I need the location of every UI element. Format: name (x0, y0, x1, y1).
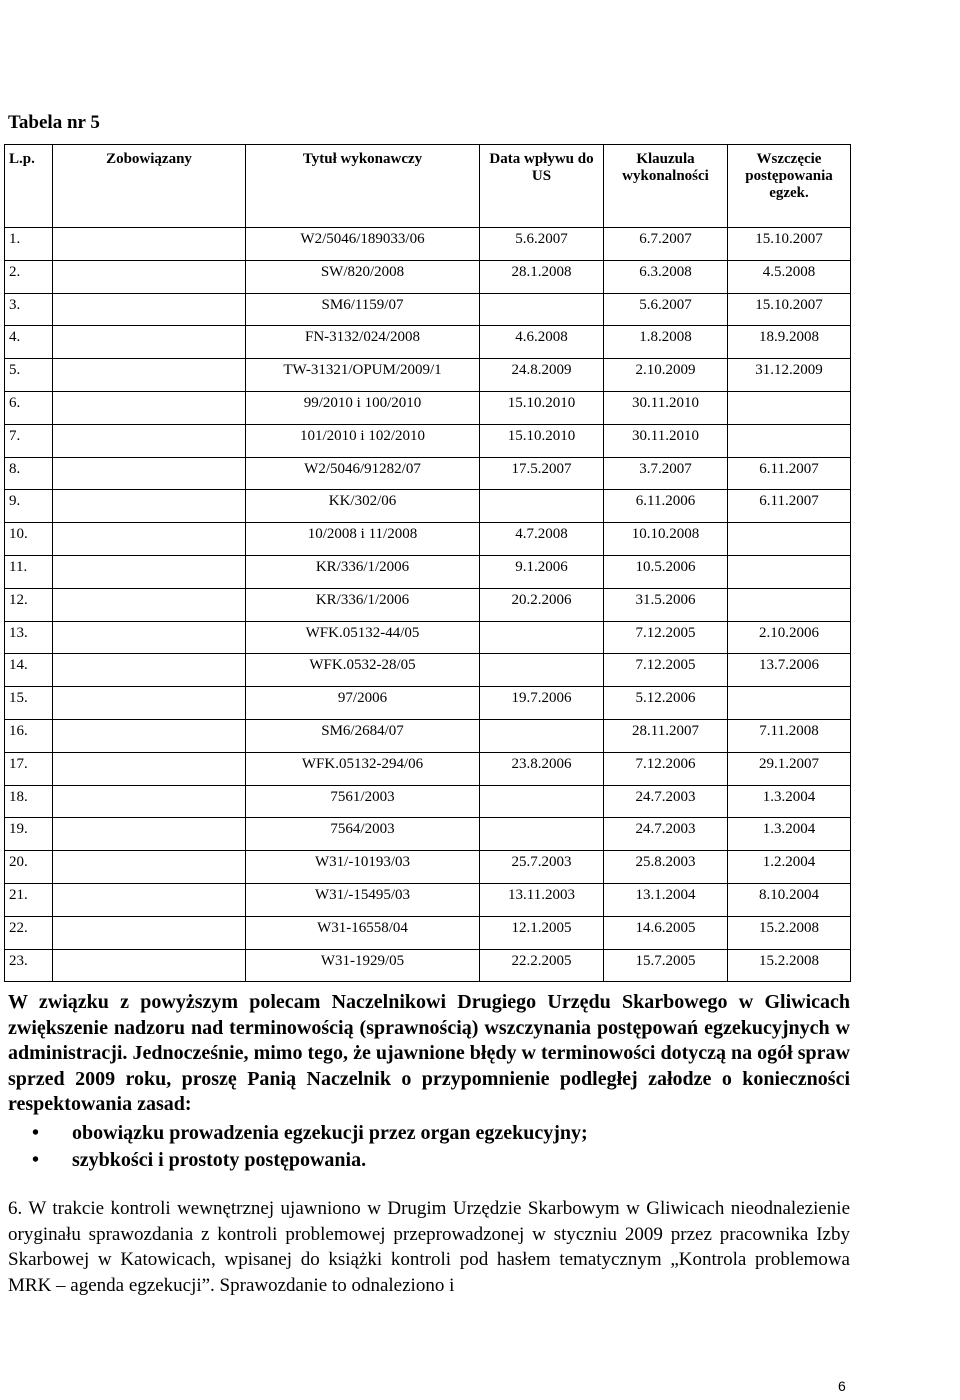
cell-data-wplywu (480, 818, 604, 851)
cell-lp: 20. (5, 851, 53, 884)
cell-data-wplywu: 12.1.2005 (480, 916, 604, 949)
cell-wszczecie: 7.11.2008 (728, 719, 851, 752)
cell-zobowiazany (53, 359, 246, 392)
cell-lp: 18. (5, 785, 53, 818)
header-zobowiazany: Zobowiązany (53, 145, 246, 228)
cell-lp: 21. (5, 883, 53, 916)
cell-zobowiazany (53, 949, 246, 982)
cell-data-wplywu: 15.10.2010 (480, 391, 604, 424)
cell-data-wplywu (480, 621, 604, 654)
cell-tytul: KK/302/06 (246, 490, 480, 523)
cell-lp: 5. (5, 359, 53, 392)
table-row (5, 490, 851, 523)
cell-wszczecie: 1.2.2004 (728, 851, 851, 884)
cell-tytul: SM6/2684/07 (246, 719, 480, 752)
cell-zobowiazany (53, 391, 246, 424)
table-row (5, 949, 851, 982)
cell-zobowiazany (53, 523, 246, 556)
cell-tytul: W31/-10193/03 (246, 851, 480, 884)
cell-wszczecie: 15.10.2007 (728, 228, 851, 261)
cell-wszczecie: 2.10.2006 (728, 621, 851, 654)
cell-lp: 9. (5, 490, 53, 523)
cell-zobowiazany (53, 916, 246, 949)
cell-wszczecie (728, 391, 851, 424)
cell-tytul: 7561/2003 (246, 785, 480, 818)
header-lp: L.p. (5, 145, 53, 228)
cell-wszczecie: 15.2.2008 (728, 949, 851, 982)
cell-klauzula: 31.5.2006 (604, 588, 728, 621)
cell-klauzula: 2.10.2009 (604, 359, 728, 392)
cell-wszczecie: 4.5.2008 (728, 260, 851, 293)
cell-tytul: SW/820/2008 (246, 260, 480, 293)
cell-data-wplywu (480, 719, 604, 752)
cell-lp: 17. (5, 752, 53, 785)
table-row (5, 752, 851, 785)
cell-tytul: W2/5046/91282/07 (246, 457, 480, 490)
cell-wszczecie: 15.2.2008 (728, 916, 851, 949)
cell-zobowiazany (53, 293, 246, 326)
cell-lp: 13. (5, 621, 53, 654)
cell-lp: 15. (5, 687, 53, 720)
cell-wszczecie: 15.10.2007 (728, 293, 851, 326)
cell-klauzula: 10.10.2008 (604, 523, 728, 556)
cell-wszczecie: 6.11.2007 (728, 490, 851, 523)
bullet-icon: • (32, 1122, 40, 1144)
table-row (5, 555, 851, 588)
cell-klauzula: 10.5.2006 (604, 555, 728, 588)
bullet-icon: • (32, 1149, 40, 1171)
cell-lp: 16. (5, 719, 53, 752)
cell-data-wplywu (480, 785, 604, 818)
cell-klauzula: 15.7.2005 (604, 949, 728, 982)
instruction-paragraph: W związku z powyższym polecam Naczelnikowi Drugiego Urzędu Skarbowego w Gliwicach zwiększenie nadzoru nad terminowością (sprawnością) wszczynania postępowań egzekucyjnych w administracji. Jednocześnie, mimo tego, że ujawnione błędy w terminowości dotyczą na ogół spraw sprzed 2009 roku, proszę Panią Naczelnik o przypomnienie podległej załodze o konieczności respektowania zasad: (8, 991, 850, 1115)
table-row (5, 621, 851, 654)
cell-data-wplywu: 28.1.2008 (480, 260, 604, 293)
cell-lp: 19. (5, 818, 53, 851)
cell-zobowiazany (53, 851, 246, 884)
cell-data-wplywu: 17.5.2007 (480, 457, 604, 490)
cell-lp: 6. (5, 391, 53, 424)
cell-klauzula: 1.8.2008 (604, 326, 728, 359)
cell-lp: 14. (5, 654, 53, 687)
table-row (5, 687, 851, 720)
cell-lp: 3. (5, 293, 53, 326)
table-row (5, 883, 851, 916)
table-title: Tabela nr 5 (8, 112, 100, 133)
cell-tytul: WFK.05132-294/06 (246, 752, 480, 785)
cell-lp: 23. (5, 949, 53, 982)
cell-tytul: FN-3132/024/2008 (246, 326, 480, 359)
cell-lp: 4. (5, 326, 53, 359)
list-item (22, 1120, 842, 1147)
cell-wszczecie: 18.9.2008 (728, 326, 851, 359)
cell-klauzula: 30.11.2010 (604, 391, 728, 424)
cell-tytul: KR/336/1/2006 (246, 555, 480, 588)
cell-zobowiazany (53, 687, 246, 720)
cell-data-wplywu: 20.2.2006 (480, 588, 604, 621)
cell-klauzula: 3.7.2007 (604, 457, 728, 490)
header-data-wplywu: Data wpływu do US (480, 145, 604, 228)
cell-zobowiazany (53, 818, 246, 851)
cell-zobowiazany (53, 588, 246, 621)
cell-tytul: WFK.05132-44/05 (246, 621, 480, 654)
cell-lp: 12. (5, 588, 53, 621)
cell-lp: 1. (5, 228, 53, 261)
cell-wszczecie (728, 523, 851, 556)
cell-data-wplywu: 9.1.2006 (480, 555, 604, 588)
table-row (5, 260, 851, 293)
table-row (5, 391, 851, 424)
cell-wszczecie (728, 424, 851, 457)
table-row (5, 588, 851, 621)
cell-tytul: TW-31321/OPUM/2009/1 (246, 359, 480, 392)
cell-data-wplywu: 22.2.2005 (480, 949, 604, 982)
cell-data-wplywu: 19.7.2006 (480, 687, 604, 720)
cell-tytul: 97/2006 (246, 687, 480, 720)
cell-zobowiazany (53, 883, 246, 916)
cell-data-wplywu: 15.10.2010 (480, 424, 604, 457)
cell-lp: 7. (5, 424, 53, 457)
cell-tytul: W31/-15495/03 (246, 883, 480, 916)
cell-wszczecie: 1.3.2004 (728, 818, 851, 851)
cell-klauzula: 5.6.2007 (604, 293, 728, 326)
table-row (5, 228, 851, 261)
cell-lp: 10. (5, 523, 53, 556)
cell-data-wplywu: 4.7.2008 (480, 523, 604, 556)
cell-klauzula: 6.7.2007 (604, 228, 728, 261)
header-klauzula: Klauzula wykonalności (604, 145, 728, 228)
cell-wszczecie: 31.12.2009 (728, 359, 851, 392)
cell-klauzula: 24.7.2003 (604, 818, 728, 851)
cell-data-wplywu: 13.11.2003 (480, 883, 604, 916)
cell-klauzula: 7.12.2006 (604, 752, 728, 785)
cell-klauzula: 6.3.2008 (604, 260, 728, 293)
cell-klauzula: 30.11.2010 (604, 424, 728, 457)
cell-zobowiazany (53, 490, 246, 523)
table-row (5, 785, 851, 818)
page-number: 6 (838, 1378, 846, 1394)
cell-zobowiazany (53, 654, 246, 687)
cell-wszczecie: 13.7.2006 (728, 654, 851, 687)
cell-data-wplywu: 24.8.2009 (480, 359, 604, 392)
cell-zobowiazany (53, 228, 246, 261)
cell-data-wplywu: 25.7.2003 (480, 851, 604, 884)
table-row (5, 818, 851, 851)
cell-wszczecie (728, 588, 851, 621)
cell-tytul: KR/336/1/2006 (246, 588, 480, 621)
table-body (5, 228, 851, 982)
cell-tytul: W31-1929/05 (246, 949, 480, 982)
cell-data-wplywu (480, 293, 604, 326)
table-row (5, 916, 851, 949)
list-item-text: szybkości i prostoty postępowania. (72, 1149, 367, 1171)
section-6-paragraph: 6. W trakcie kontroli wewnętrznej ujawniono w Drugim Urzędzie Skarbowym w Gliwicach nieodnalezienie oryginału sprawozdania z kontroli problemowej przeprowadzonej w styczniu 2009 przez pracownika Izby Skarbowej w Katowicach, wpisanej do książki kontroli pod hasłem tematycznym „Kontrola problemowa MRK – agenda egzekucji”. Sprawozdanie to odnaleziono i (8, 1198, 850, 1296)
cell-zobowiazany (53, 424, 246, 457)
header-tytul: Tytuł wykonawczy (246, 145, 480, 228)
cell-tytul: SM6/1159/07 (246, 293, 480, 326)
cell-tytul: 99/2010 i 100/2010 (246, 391, 480, 424)
cell-data-wplywu (480, 490, 604, 523)
table-row (5, 654, 851, 687)
table-row (5, 457, 851, 490)
table-row (5, 359, 851, 392)
cell-zobowiazany (53, 457, 246, 490)
cell-klauzula: 6.11.2006 (604, 490, 728, 523)
table-row (5, 293, 851, 326)
cell-wszczecie (728, 555, 851, 588)
cell-klauzula: 24.7.2003 (604, 785, 728, 818)
cell-lp: 8. (5, 457, 53, 490)
cell-wszczecie: 8.10.2004 (728, 883, 851, 916)
cell-klauzula: 5.12.2006 (604, 687, 728, 720)
cell-zobowiazany (53, 752, 246, 785)
cell-data-wplywu: 4.6.2008 (480, 326, 604, 359)
cell-zobowiazany (53, 555, 246, 588)
cell-tytul: 7564/2003 (246, 818, 480, 851)
cell-data-wplywu: 23.8.2006 (480, 752, 604, 785)
cell-tytul: WFK.0532-28/05 (246, 654, 480, 687)
cell-zobowiazany (53, 719, 246, 752)
cell-lp: 22. (5, 916, 53, 949)
table-row (5, 851, 851, 884)
cell-lp: 11. (5, 555, 53, 588)
table-row (5, 719, 851, 752)
cell-klauzula: 14.6.2005 (604, 916, 728, 949)
cell-zobowiazany (53, 621, 246, 654)
table-row (5, 326, 851, 359)
cell-tytul: 101/2010 i 102/2010 (246, 424, 480, 457)
executions-table (4, 144, 851, 982)
cell-klauzula: 13.1.2004 (604, 883, 728, 916)
cell-zobowiazany (53, 260, 246, 293)
cell-tytul: W2/5046/189033/06 (246, 228, 480, 261)
cell-wszczecie (728, 687, 851, 720)
cell-data-wplywu: 5.6.2007 (480, 228, 604, 261)
cell-zobowiazany (53, 785, 246, 818)
table-row (5, 523, 851, 556)
cell-klauzula: 25.8.2003 (604, 851, 728, 884)
cell-tytul: W31-16558/04 (246, 916, 480, 949)
header-wszczecie: Wszczęcie postępowania egzek. (728, 145, 851, 228)
cell-klauzula: 7.12.2005 (604, 654, 728, 687)
cell-zobowiazany (53, 326, 246, 359)
cell-wszczecie: 29.1.2007 (728, 752, 851, 785)
table-header-row (5, 145, 851, 228)
cell-wszczecie: 6.11.2007 (728, 457, 851, 490)
cell-klauzula: 28.11.2007 (604, 719, 728, 752)
cell-wszczecie: 1.3.2004 (728, 785, 851, 818)
cell-data-wplywu (480, 654, 604, 687)
list-item-text: obowiązku prowadzenia egzekucji przez organ egzekucyjny; (72, 1122, 588, 1144)
cell-tytul: 10/2008 i 11/2008 (246, 523, 480, 556)
cell-klauzula: 7.12.2005 (604, 621, 728, 654)
list-item (22, 1147, 842, 1174)
table-row (5, 424, 851, 457)
principles-list (22, 1120, 842, 1174)
cell-lp: 2. (5, 260, 53, 293)
